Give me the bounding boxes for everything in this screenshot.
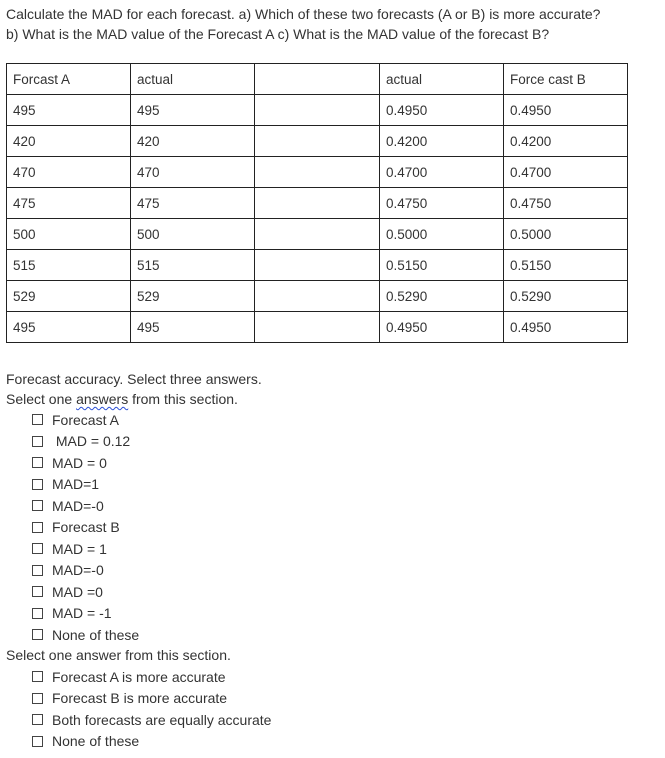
table-row xyxy=(7,126,628,157)
checkbox-option[interactable] xyxy=(32,517,139,539)
checkbox-label: Both forecasts are equally accurate xyxy=(52,711,272,728)
checkbox[interactable] xyxy=(32,565,43,576)
table-cell xyxy=(255,219,380,250)
table-cell: 0.4200 xyxy=(504,126,628,157)
section-1-title: Forecast accuracy. Select three answers. xyxy=(6,371,262,387)
checkbox[interactable] xyxy=(32,457,43,468)
checkbox[interactable] xyxy=(32,586,43,597)
section-2-options xyxy=(32,666,271,752)
section-2-instruction: Select one answer from this section. xyxy=(6,647,231,663)
checkbox-option[interactable] xyxy=(32,452,139,474)
table-header-row xyxy=(7,64,628,95)
table-cell: 500 xyxy=(131,219,255,250)
checkbox[interactable] xyxy=(32,414,43,425)
checkbox-label: Forecast A xyxy=(52,411,119,428)
checkbox[interactable] xyxy=(32,629,43,640)
table-row xyxy=(7,312,628,343)
question-line-2: b) What is the MAD value of the Forecast A c) What is the MAD value of the forecast B? xyxy=(6,26,550,42)
checkbox-option[interactable] xyxy=(32,495,139,517)
table-cell: 529 xyxy=(131,281,255,312)
checkbox-option[interactable] xyxy=(32,581,139,603)
checkbox-label: Forecast A is more accurate xyxy=(52,668,226,685)
table-cell: 0.4700 xyxy=(380,157,504,188)
checkbox[interactable] xyxy=(32,671,43,682)
table-cell xyxy=(255,188,380,219)
checkbox-label: None of these xyxy=(52,733,140,750)
table-cell: 0.4950 xyxy=(380,312,504,343)
checkbox-label: MAD=1 xyxy=(52,476,100,493)
checkbox-option[interactable] xyxy=(32,624,139,646)
spellcheck-word: answers xyxy=(76,391,129,407)
table-cell xyxy=(255,281,380,312)
table-cell: 495 xyxy=(7,95,131,126)
checkbox-option[interactable] xyxy=(32,409,139,431)
table-cell: 0.4950 xyxy=(504,95,628,126)
checkbox-label: Forecast B is more accurate xyxy=(52,690,228,707)
checkbox-label: Forecast B xyxy=(52,519,120,536)
table-cell: 420 xyxy=(131,126,255,157)
checkbox[interactable] xyxy=(32,479,43,490)
checkbox-label: MAD = 0.12 xyxy=(52,433,131,450)
table-header-cell: actual xyxy=(131,64,255,95)
table-cell: 0.5290 xyxy=(504,281,628,312)
checkbox-label: MAD =0 xyxy=(52,583,103,600)
table-cell xyxy=(255,157,380,188)
table-cell: 0.5000 xyxy=(380,219,504,250)
table-cell: 500 xyxy=(7,219,131,250)
forecast-table xyxy=(6,63,628,343)
table-cell: 495 xyxy=(131,95,255,126)
table-cell: 0.5150 xyxy=(380,250,504,281)
instruction-part: from this section. xyxy=(128,391,238,407)
table-row xyxy=(7,95,628,126)
table-cell: 0.4950 xyxy=(380,95,504,126)
table-cell xyxy=(255,312,380,343)
checkbox[interactable] xyxy=(32,436,43,447)
table-cell: 420 xyxy=(7,126,131,157)
checkbox[interactable] xyxy=(32,736,43,747)
table-cell: 495 xyxy=(7,312,131,343)
question-line-1: Calculate the MAD for each forecast. a) Which of these two forecasts (A or B) is more accurate? xyxy=(6,6,601,22)
table-header-cell: Force cast B xyxy=(504,64,628,95)
table-cell: 470 xyxy=(131,157,255,188)
table-row xyxy=(7,188,628,219)
checkbox[interactable] xyxy=(32,500,43,511)
checkbox-option[interactable] xyxy=(32,474,139,496)
table-cell: 0.5290 xyxy=(380,281,504,312)
checkbox-label: MAD = -1 xyxy=(52,605,112,622)
table-cell: 515 xyxy=(131,250,255,281)
table-row xyxy=(7,219,628,250)
section-1-options xyxy=(32,409,139,646)
table-cell xyxy=(255,95,380,126)
checkbox-label: MAD=-0 xyxy=(52,497,104,514)
checkbox-label: MAD = 1 xyxy=(52,540,107,557)
table-cell: 0.4200 xyxy=(380,126,504,157)
checkbox-option[interactable] xyxy=(32,560,139,582)
table-cell: 495 xyxy=(131,312,255,343)
table-cell: 529 xyxy=(7,281,131,312)
table-header-cell: actual xyxy=(380,64,504,95)
checkbox-option[interactable] xyxy=(32,688,271,710)
checkbox[interactable] xyxy=(32,693,43,704)
table-header-cell: Forcast A xyxy=(7,64,131,95)
checkbox-option[interactable] xyxy=(32,709,271,731)
checkbox[interactable] xyxy=(32,543,43,554)
checkbox-option[interactable] xyxy=(32,666,271,688)
table-row xyxy=(7,250,628,281)
table-cell: 0.5000 xyxy=(504,219,628,250)
checkbox-label: MAD = 0 xyxy=(52,454,107,471)
checkbox[interactable] xyxy=(32,522,43,533)
table-row xyxy=(7,157,628,188)
table-cell: 0.4750 xyxy=(504,188,628,219)
checkbox-option[interactable] xyxy=(32,603,139,625)
table-cell: 475 xyxy=(7,188,131,219)
table-cell: 0.5150 xyxy=(504,250,628,281)
checkbox-label: None of these xyxy=(52,626,140,643)
table-cell: 515 xyxy=(7,250,131,281)
checkbox-label: MAD=-0 xyxy=(52,562,104,579)
section-2-header xyxy=(6,645,231,665)
checkbox-option[interactable] xyxy=(32,731,271,753)
checkbox[interactable] xyxy=(32,608,43,619)
instruction-part: Select one xyxy=(6,391,77,407)
checkbox[interactable] xyxy=(32,714,43,725)
checkbox-option[interactable] xyxy=(32,538,139,560)
table-cell xyxy=(255,126,380,157)
section-1-instruction xyxy=(6,389,262,409)
table-row xyxy=(7,281,628,312)
question-text xyxy=(6,4,656,44)
table-cell: 475 xyxy=(131,188,255,219)
table-header-cell xyxy=(255,64,380,95)
table-cell: 470 xyxy=(7,157,131,188)
section-1-header xyxy=(6,369,262,409)
table-cell: 0.4700 xyxy=(504,157,628,188)
table-cell: 0.4950 xyxy=(504,312,628,343)
checkbox-option[interactable] xyxy=(32,431,139,453)
table-cell: 0.4750 xyxy=(380,188,504,219)
table-cell xyxy=(255,250,380,281)
